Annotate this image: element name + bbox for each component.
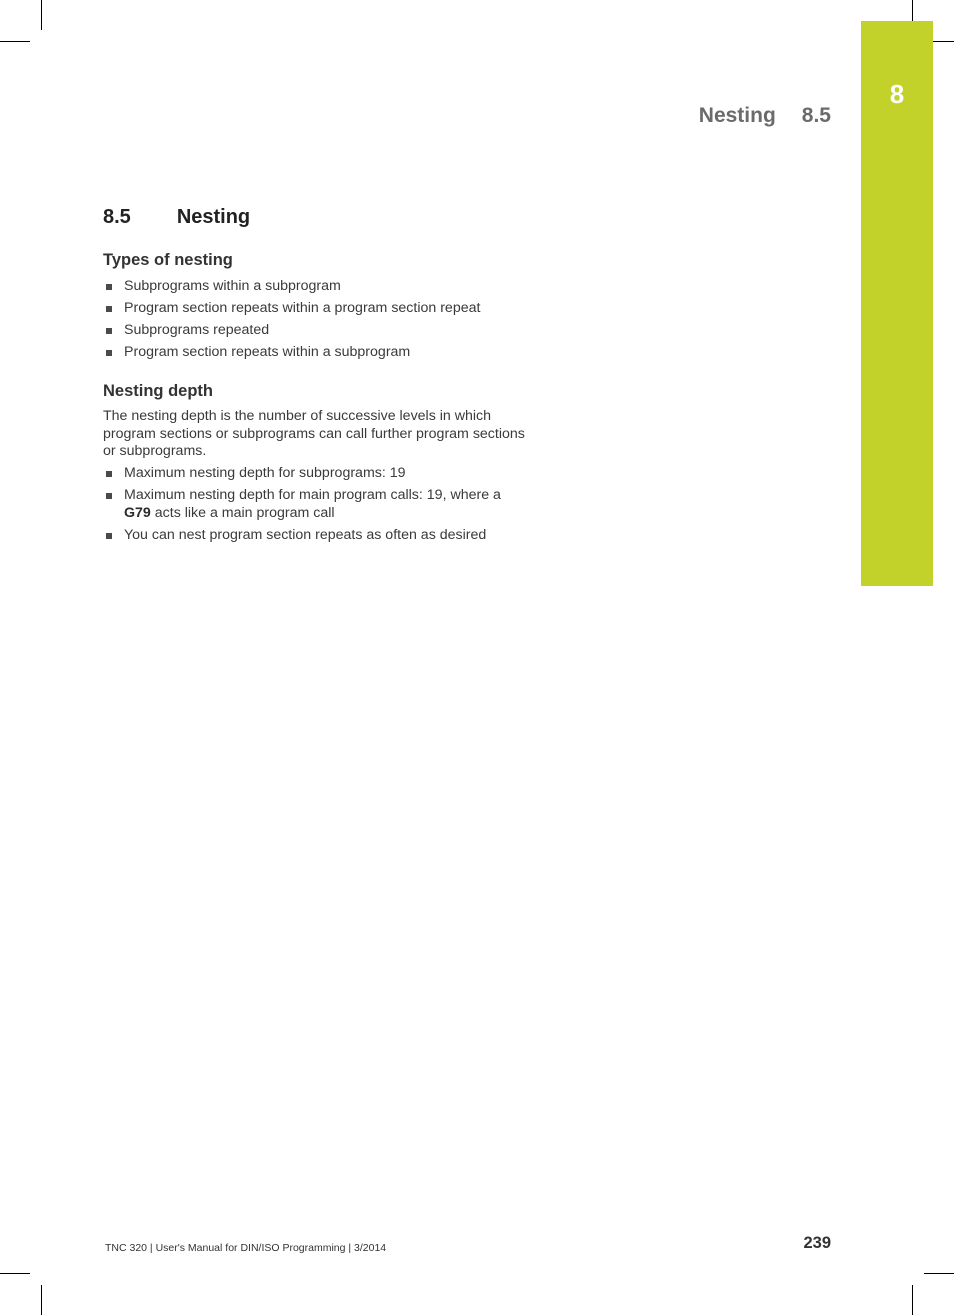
running-head-number: 8.5: [801, 104, 831, 127]
crop-mark: [0, 1273, 30, 1274]
list-item: Maximum nesting depth for subprograms: 19: [103, 465, 501, 483]
bullet-square-icon: [106, 306, 112, 312]
list-item: Subprograms repeated: [103, 322, 480, 340]
crop-mark: [924, 1273, 954, 1274]
crop-mark: [0, 41, 30, 42]
bullet-square-icon: [106, 493, 112, 499]
running-head-title: Nesting: [698, 104, 776, 127]
crop-mark: [41, 1285, 42, 1315]
running-head: [699, 104, 831, 128]
section-title: [103, 206, 250, 229]
bullet-square-icon: [106, 533, 112, 539]
list-item: You can nest program section repeats as often as desired: [103, 527, 501, 545]
nesting-depth-list: [103, 465, 501, 549]
nesting-depth-heading: Nesting depth: [103, 382, 213, 400]
section-number: 8.5: [103, 206, 131, 228]
code-keyword: G79: [124, 504, 151, 521]
list-item: Maximum nesting depth for main program calls: 19, where a G79 acts like a main program call: [103, 487, 501, 522]
types-of-nesting-heading: Types of nesting: [103, 251, 233, 269]
types-of-nesting-list: [103, 278, 480, 366]
list-item: Program section repeats within a subprogram: [103, 344, 480, 362]
section-title-text: Nesting: [176, 206, 251, 228]
crop-mark: [912, 1285, 913, 1315]
bullet-square-icon: [106, 471, 112, 477]
bullet-square-icon: [106, 284, 112, 290]
list-item: Program section repeats within a program section repeat: [103, 300, 480, 318]
crop-mark: [41, 0, 42, 30]
bullet-square-icon: [106, 350, 112, 356]
list-item: Subprograms within a subprogram: [103, 278, 480, 296]
nesting-depth-paragraph: The nesting depth is the number of successive levels in which program sections or subprograms can call further program sections or subprograms.: [103, 408, 525, 460]
bullet-square-icon: [106, 328, 112, 334]
page-number: 239: [803, 1234, 831, 1252]
chapter-number: 8: [889, 79, 905, 109]
footer-text: TNC 320 | User's Manual for DIN/ISO Programming | 3/2014: [105, 1242, 387, 1254]
chapter-tab: [861, 21, 933, 586]
